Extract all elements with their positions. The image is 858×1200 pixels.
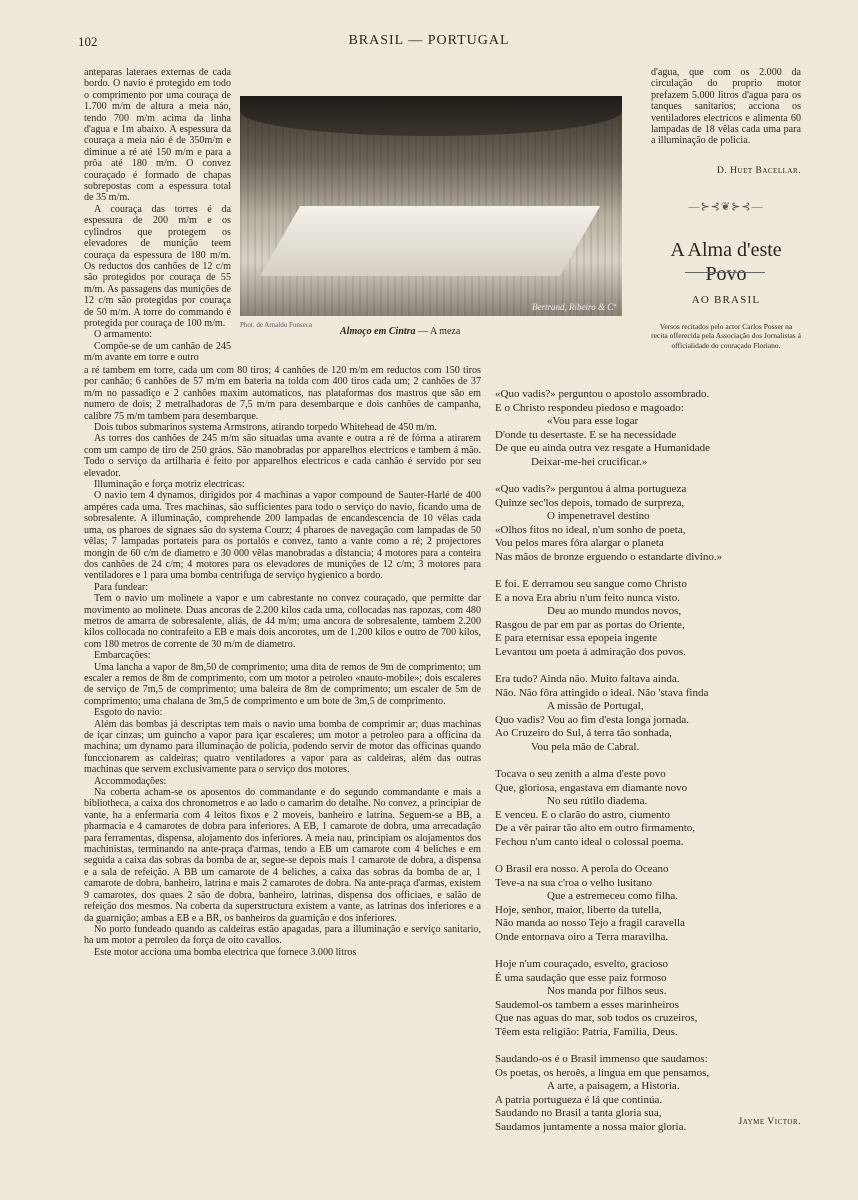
- right-top-column: [651, 67, 801, 147]
- photo-almoco-em-cintra: [240, 96, 622, 316]
- paragraph: Compõe-se de um canhão de 245 m/m avante em torre e outro: [84, 340, 231, 364]
- poem-line: O impenetravel destino: [547, 510, 650, 522]
- poem-line: Saudemol-os tambem a esses marinheiros: [495, 998, 679, 1011]
- poem-stanza: [495, 958, 800, 1039]
- poem-line: Hoje, senhor, maior, liberto da tutella,: [495, 903, 662, 916]
- poem-line: De que eu ainda outra vez resgate a Humanidade: [495, 442, 711, 454]
- poem-line: D'onde tu desertaste. E se ha necessidade: [495, 428, 677, 441]
- photo-banquet-table: [260, 206, 600, 276]
- poem-line: E para eternisar essa epopeia ingente: [495, 632, 658, 644]
- article-signature: D. Huet Bacellar.: [717, 166, 801, 176]
- poem-line: Ao Cruzeiro do Sul, á terra tão sonhada,: [495, 727, 672, 739]
- poem-line: E a nova Era abriu n'um feito nunca visto.: [495, 591, 680, 604]
- poem-stanza: [495, 483, 800, 564]
- poem-stanza: [495, 578, 800, 659]
- poem-stanza: [495, 768, 800, 849]
- poem-line: Vou pelos mares fóra alargar o planeta: [495, 537, 664, 549]
- paragraph: Além das bombas já descriptas tem mais o navio uma bomba de comprimir ar; duas machinas de içar cinzas; um guincho a vapor para içar escaleres; um motor a petroleo para a officina da machina; um dynamo para illuminação de policia, podendo servir de motor das officinas quando funccionarem as caldeiras; quatro ventiladores a vapor para as caldeiras, além das outras machinas que servem exclusivamente para o serviço dos motores.: [84, 718, 481, 776]
- section-heading: Accommodações:: [94, 775, 167, 787]
- poem-line: De a vêr pairar tão alto em outro firmamento,: [495, 822, 696, 834]
- left-main-column: [84, 365, 481, 958]
- poem-line: «Quo vadis?» perguntou á alma portugueza: [495, 483, 687, 495]
- poem-line: Nas mãos de bronze erguendo o estandarte divino.»: [495, 550, 723, 563]
- photo-credit: Phot. de Arnaldo Fonseca: [240, 321, 312, 329]
- paragraph: No porto fundeado quando as caldeiras estão apagadas, para a illuminação e serviço sanitario, ha um motor a petroleo da força de oito cavallos.: [84, 923, 481, 947]
- paragraph: d'agua, que com os 2.000 da circulação do proprio motor prefazem 5.000 litros d'agua para os tanques sanitarios; acciona os ventiladores electricos e alimenta 60 lampadas de 18 vêlas cada uma para a illuminação de policia.: [651, 67, 801, 147]
- paragraph: anteparas lateraes externas de cada bordo. O navio é protegido em todo o comprimento por uma couraça de 1.700 m/m de altura a meia náo, tendo 700 m/m acima da linha d'agua e 1m abaixo. A espessura da couraça a meia náo é de 350m/m e diminue a ré até 150 m/m e para a prôa até 180 m/m. O convez couraçado é formado de chapas sobrepostas com a espessura total de 35 m/m.: [84, 67, 231, 204]
- poem-note: Versos recitados pelo actor Carlos Posser na recita offerecida pela Associação dos Jornalistas á officialidade do couraçado Floriano.: [651, 322, 801, 350]
- poem-stanza: [495, 863, 800, 944]
- section-heading: Para fundear:: [94, 581, 149, 593]
- poem-line: E o Christo respondeu piedoso e magoado:: [495, 401, 684, 414]
- paragraph: a ré tambem em torre, cada um com 80 tiros; 4 canhões de 120 m/m em reductos com 150 tiros por canhão; 6 canhões de 57 m/m em bateria na tolda com 400 tiros cada um; 2 canhões de 37 m/m no passadiço e 2 canhões maxim automaticos, nas plataformas dos mastros que são em numero de dois; 2 metralhadoras de 7,5 m/m para desembarque e dois canhões de campanha, calibre 75 m/m tambem para desembarque.: [84, 365, 481, 422]
- poem-line: Que a estremeceu como filha.: [547, 890, 679, 902]
- page-header-title: BRASIL — PORTUGAL: [348, 33, 510, 48]
- poem-line: «Quo vadis?» perguntou o apostolo assombrado.: [495, 388, 710, 400]
- ornament-divider: —⊱⊰❦⊱⊰—: [688, 201, 764, 213]
- poem-line: E venceu. E o clarão do astro, ciumento: [495, 808, 671, 821]
- photo-caption-rest: — A meza: [415, 326, 461, 337]
- poem-line: Deu ao mundo mundos novos,: [547, 605, 682, 617]
- poem-stanza: [495, 388, 800, 469]
- poem: [495, 388, 800, 1148]
- poem-line: Vou pela mão de Cabral.: [531, 740, 640, 753]
- photo-watermark: Bertrand, Ribeiro & Cº: [532, 302, 616, 312]
- section-heading: Illuminação e força motriz electricas:: [94, 479, 245, 491]
- poem-line: Teve-a na sua c'roa o velho lusitano: [495, 876, 652, 889]
- poem-line: O Brasil era nosso. A perola do Oceano: [495, 863, 669, 875]
- poem-line: Que, gloriosa, engastava em diamante novo: [495, 781, 688, 794]
- page-number: 102: [78, 34, 98, 49]
- poem-line: Rasgou de par em par as portas do Oriente,: [495, 618, 685, 631]
- poem-line: E foi. E derramou seu sangue como Christo: [495, 578, 687, 590]
- poem-title: A Alma d'este Povo: [670, 239, 782, 285]
- paragraph: Tem o navio um molinete a vapor e um cabrestante no convez couraçado, que permitte dar movimento ao molinete. Duas ancoras de 2.200 kilos cada uma, collocadas nas rapozas, com 480 metros de amarra de sobresalente, aliás, de 44 m/m; uma ancora de sobresalente, tambem 2.200 kilos collocada no contrafeito a EB e mais dois ancorotes, um de 1.200 kilos e outro de 700 kilos, com 180 metros de corrente de 30 m/m de diametro.: [84, 593, 481, 650]
- poem-line: Levantou um poeta á admiração dos povos.: [495, 645, 686, 658]
- poem-line: No seu rútilo diadema.: [547, 795, 648, 807]
- poem-line: Fechou n'um canto ideal o colossal poema.: [495, 835, 684, 848]
- poem-line: Saudando-os é o Brasil immenso que saudamos:: [495, 1053, 708, 1065]
- poem-line: É uma saudação que esse paiz formoso: [495, 971, 667, 984]
- poem-line: Deixar-me-hei crucificar.»: [531, 455, 648, 468]
- poem-line: Quinze sec'los depois, tomado de surpreza,: [495, 496, 685, 509]
- poem-line: Era tudo? Ainda não. Muito faltava ainda.: [495, 673, 680, 685]
- section-heading: Embarcações:: [94, 650, 151, 662]
- poem-line: Nos manda por filhos seus.: [547, 985, 667, 997]
- paragraph: Na coberta acham-se os aposentos do commandante e do segundo commandante e mais a bibliotheca, a caixa dos chronometros e ao lado o camarim do detalhe. No convez, a principiar de vante, ha a enfermaria com 4 leitos fixos e 2 moveis, banheiro e latrina. Seguem-se a BB, a pharmacia e 4 camarotes de dobra para inferiores. A EB, 1 camarote de dobra, uma arrecadação para ferramentas, dispensa, alojamento dos inferiores. A meia nau, principiam os alojamentos dos machinistas, terminando na ante-praça d'armas, tendo a EB um camarote com 4 beliches e em seguida a caixa das sobras da bomba de ar, segue-se depois mais 1 camarote de dobra, a dispensa e a sala de refeição. A BB um camarote de 4 beliches, a caixa das sobras da bomba de ar, 1 camarote de dobra, banheiro, latrina e mais 2 camarotes de dobra. Na ante-praça d'armas, existem 9 camarotes, dos quaes 2 são de dobra, banheiro, latrinas, dispensa dos officiaes, e salão de refeição dos mesmos. Na coberta da superstructura existem a vante, as latrinas dos inferiores e a da guarnição; ambas a EB e a BR, os banheiros da guarnição e dos inferiores.: [84, 787, 481, 924]
- paragraph: Este motor acciona uma bomba electrica que fornece 3.000 litros: [94, 946, 357, 958]
- photo-caption-title: Almoço em Cintra: [340, 326, 416, 337]
- poem-line: Que nas aguas do mar, sob todos os cruzeiros,: [495, 1012, 698, 1024]
- poem-line: Os poetas, os heroês, a lingua em que pensamos,: [495, 1066, 710, 1079]
- poem-subtitle: AO BRASIL: [691, 294, 761, 306]
- poem-line: Não manda ao nosso Tejo a fragil caravella: [495, 917, 685, 929]
- paragraph: As torres dos canhões de 245 m/m são situadas uma avante e outra a ré de fórma a atirarem com um campo de tiro de 250 gráos. São manobradas por apparelhos electricos e tambem á mão. Todo o serviço da artilharia é feito por apparelhos electricos e cada canhão é servido por seu elevador.: [84, 433, 481, 479]
- paragraph: A couraça das torres é da espessura de 200 m/m e os cylindros que protegem os elevadores de munição teem couraça da espessura de 180 m/m. Os reductos dos canhões de 12 c/m são protegidos por couraça de 55 m/m. As passagens das munições de 12 c/m são protegidas por couraça de 50 m/m. A torre do commando é protegida por couraça de 100 m/m.: [84, 203, 231, 329]
- poem-signature: Jayme Victor.: [738, 1117, 801, 1127]
- poem-line: A arte, a paisagem, a Historia.: [547, 1080, 680, 1092]
- poem-line: Saudando no Brasil a tanta gloria sua,: [495, 1107, 662, 1119]
- poem-line: Saudamos juntamente a nossa maior gloria.: [495, 1120, 687, 1133]
- poem-line: Tocava o seu zenith a alma d'este povo: [495, 768, 666, 780]
- poem-line: «Olhos fitos no ideal, n'um sonho de poeta,: [495, 523, 686, 536]
- poem-line: Não. Não fôra attingido o ideal. Não 'stava finda: [495, 686, 709, 699]
- paragraph: Uma lancha a vapor de 8m,50 de comprimento; uma dita de remos de 9m de comprimento; um escaler a remos de 8m de comprimento, com um motor a petroleo «nauto-mobile»; dois escaleres de serviço de 7m,5 de comprimento; uma baleira de 8m de comprimento; um escaler de 5m de comprimento; uma chalana de 3m,5 de comprimento e um bote de 3m,5 de comprimento.: [84, 661, 481, 707]
- photo-curtain: [240, 96, 622, 136]
- poem-line: Hoje n'um couraçado, esvelto, gracioso: [495, 958, 669, 970]
- paragraph: Dois tubos submarinos systema Armstrons, atirando torpedo Whitehead de 450 m/m.: [94, 422, 437, 434]
- poem-line: Têem esta religião: Patria, Familia, Deus.: [495, 1025, 678, 1038]
- poem-stanza: [495, 673, 800, 754]
- poem-line: A missão de Portugal,: [547, 700, 644, 712]
- poem-line: Onde entornava oiro a Terra maravilha.: [495, 930, 669, 943]
- left-top-column: [84, 67, 231, 364]
- poem-line: «Vou para esse logar: [547, 415, 639, 427]
- poem-line: Quo vadis? Vou ao fim d'esta longa jornada.: [495, 713, 690, 726]
- title-rule: [685, 272, 765, 273]
- paragraph: O armamento:: [94, 329, 153, 341]
- poem-line: A patria portugueza é lá que continúa.: [495, 1093, 663, 1106]
- photo-caption: [340, 326, 460, 337]
- section-heading: Esgoto do navio:: [94, 707, 163, 719]
- paragraph: O navio tem 4 dynamos, dirigidos por 4 machinas a vapor compound de Sauter-Harlé de 400 ampéres cada uma. Tres machinas, são sufficientes para todo o serviço do navio, ficando uma de sobresalente. A illuminação, comprehende 200 lampadas de encandescencia de 10 vêlas cada uma, os pharoes de signaes são do systema Courz; 4 pharoes de navegação com lampadas de 50 vêlas; 7 lampadas portateis para os portalós e convez, tanto a vante como a ré; 2 projectores mongin de 60 c/m de diametro e 30 000 vêlas manobradas a distancia; 4 motores para a conteira dos canhões de 24 c/m; 4 motores para os elevadores de munições de 12 c/m; 3 motores para ventiladores e 1 para uma bomba centrifuga de serviço hygienico a bordo.: [84, 490, 481, 582]
